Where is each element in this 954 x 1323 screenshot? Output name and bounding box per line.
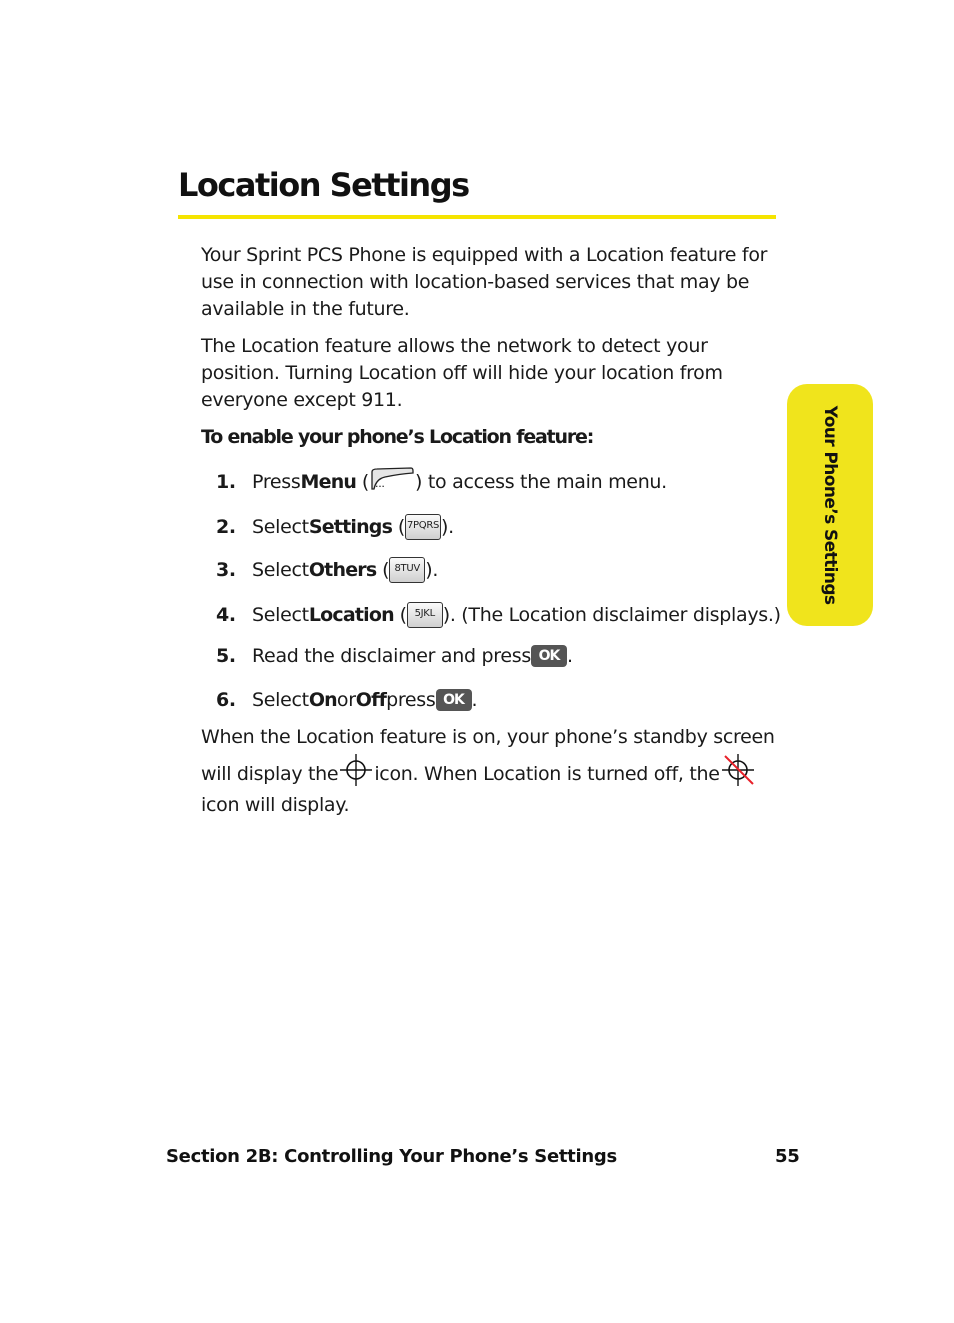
intro-paragraph: Your Sprint PCS Phone is equipped with a Location feature for use in connection with location-based services that may be available in the future. <box>201 244 768 320</box>
footer-section-title: Section 2B: Controlling Your Phone’s Settings <box>166 1146 617 1167</box>
step-1 <box>216 467 667 497</box>
step-text: Select <box>252 689 309 711</box>
step-number: 3. <box>216 559 236 581</box>
step-text: Read the disclaimer and press <box>252 645 531 667</box>
step-menu-label: Menu <box>300 471 357 493</box>
footer-page-number: 55 <box>775 1146 800 1167</box>
step-text-press: press <box>386 689 436 711</box>
step-text-end: ) to access the main menu. <box>415 471 667 493</box>
step-text: Press <box>252 471 301 493</box>
step-5 <box>216 641 573 671</box>
menu-softkey-icon <box>369 467 415 498</box>
closing-paragraph <box>201 724 781 822</box>
closing-line-3: icon will display. <box>201 794 350 816</box>
step-text-end: . <box>471 689 478 711</box>
step-location-label: Location <box>308 604 394 626</box>
steps-heading: To enable your phone’s Location feature: <box>201 426 594 448</box>
page-title: Location Settings <box>178 166 469 204</box>
step-6 <box>216 685 477 715</box>
step-number: 1. <box>216 471 236 493</box>
step-4 <box>216 600 781 630</box>
step-text: Select <box>252 516 309 538</box>
section-side-tab <box>787 384 873 626</box>
step-3 <box>216 555 438 585</box>
step-number: 5. <box>216 645 236 667</box>
svg-text:...: ... <box>375 476 385 490</box>
step-paren: ( <box>356 471 370 493</box>
step-off-label: Off <box>355 689 387 711</box>
closing-line-2 <box>201 756 781 792</box>
location-off-icon <box>720 753 756 795</box>
side-tab-label: Your Phone’s Settings <box>820 405 840 605</box>
step-paren: ( <box>392 516 405 538</box>
step-others-label: Others <box>308 559 377 581</box>
key-8-icon: 8TUV <box>389 557 425 583</box>
step-text: Select <box>252 559 309 581</box>
closing-text: will display the <box>201 762 339 785</box>
step-paren: ( <box>376 559 390 581</box>
ok-key-icon: OK <box>436 689 472 711</box>
step-text-end: ). <box>440 516 454 538</box>
title-underline <box>178 215 776 219</box>
step-text-end: . <box>566 645 573 667</box>
step-settings-label: Settings <box>308 516 393 538</box>
feature-paragraph: The Location feature allows the network to detect your position. Turning Location off will hide your location from everyone except 911. <box>201 335 723 411</box>
step-on-label: On <box>308 689 337 711</box>
step-2 <box>216 512 454 542</box>
ok-key-icon: OK <box>531 645 567 667</box>
key-5-icon: 5JKL <box>407 602 443 628</box>
step-text: Select <box>252 604 309 626</box>
step-text-or: or <box>336 689 356 711</box>
step-text-end: ). (The Location disclaimer displays.) <box>442 604 781 626</box>
step-text-end: ). <box>425 559 439 581</box>
key-7-icon: 7PQRS <box>405 514 441 540</box>
closing-line-1: When the Location feature is on, your phone’s standby screen <box>201 726 775 748</box>
closing-text: icon. When Location is turned off, the <box>374 762 720 785</box>
step-paren: ( <box>393 604 407 626</box>
step-number: 2. <box>216 516 236 538</box>
location-on-icon <box>338 753 374 795</box>
step-number: 6. <box>216 689 236 711</box>
step-number: 4. <box>216 604 236 626</box>
